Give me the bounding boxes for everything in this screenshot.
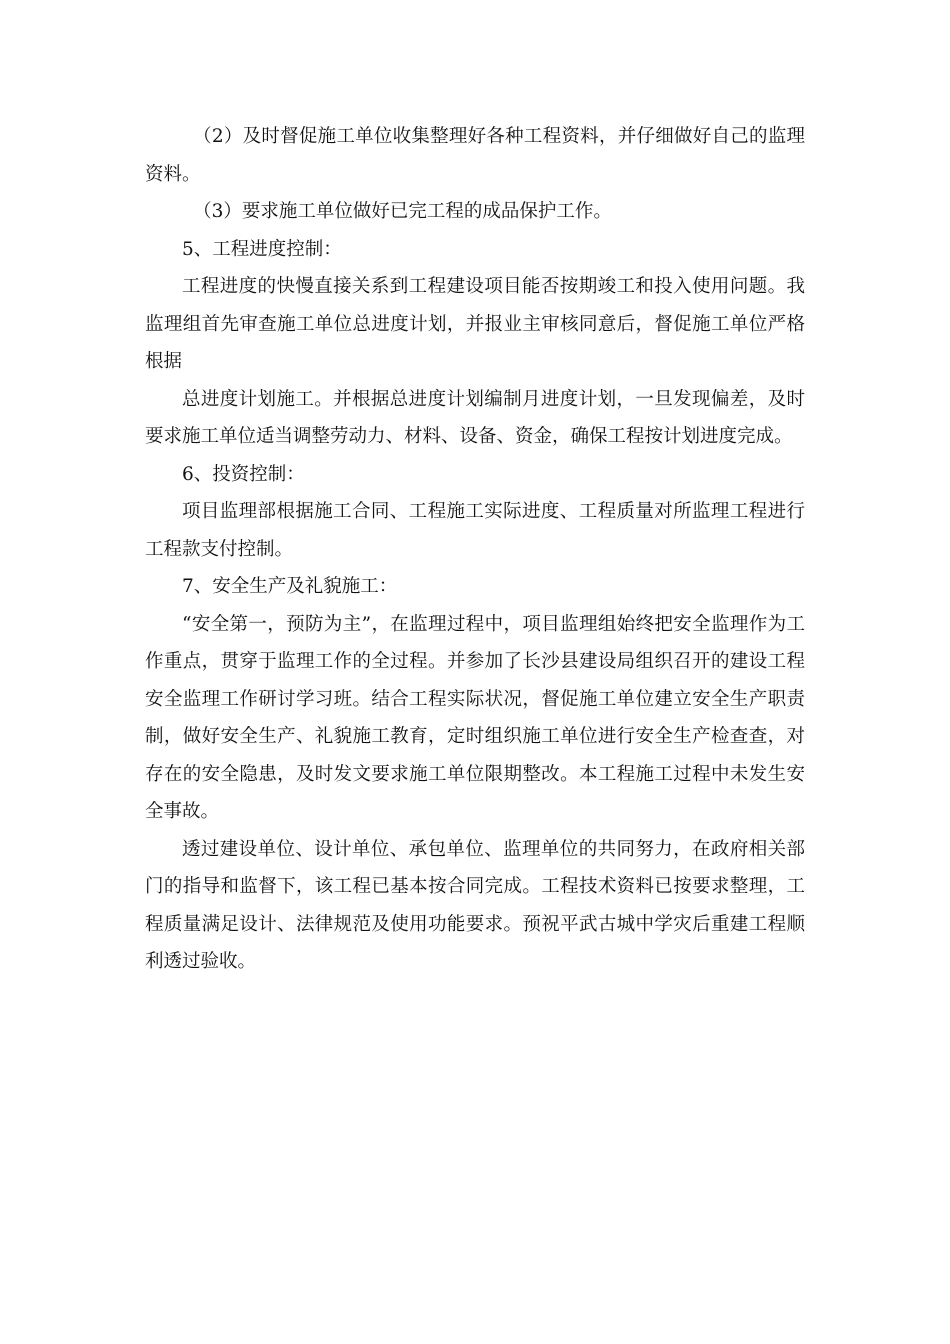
paragraph-safety-production: “安全第一，预防为主”，在监理过程中，项目监理组始终把安全监理作为工作重点，贯穿于监理工作的全过程。并参加了长沙县建设局组织召开的建设工程安全监理工作研讨学习班。结合工程实际状况，督促施工单位建立安全生产职责制，做好安全生产、礼貌施工教育，定时组织施工单位进行安全生产检查查，对存在的安全隐患，及时发文要求施工单位限期整改。本工程施工过程中未发生安全事故。 (145, 613, 805, 822)
heading-safety-production: 7、安全生产及礼貌施工： (182, 576, 398, 597)
paragraph-investment-control: 项目监理部根据施工合同、工程施工实际进度、工程质量对所监理工程进行工程款支付控制。 (145, 501, 805, 560)
paragraph-supervision-records: （2）及时督促施工单位收集整理好各种工程资料，并仔细做好自己的监理资料。 (145, 126, 805, 185)
heading-investment-control: 6、投资控制： (182, 463, 305, 485)
heading-schedule-control: 5、工程进度控制： (182, 238, 342, 260)
paragraph-conclusion: 透过建设单位、设计单位、承包单位、监理单位的共同努力，在政府相关部门的指导和监督下，该工程已基本按合同完成。工程技术资料已按要求整理，工程质量满足设计、法律规范及使用功能要求。预祝平武古城中学灾后重建工程顺利透过验收。 (145, 838, 805, 972)
paragraph-schedule-plan: 总进度计划施工。并根据总进度计划编制月进度计划，一旦发现偏差，及时要求施工单位适当调整劳动力、材料、设备、资金，确保工程按计划进度完成。 (145, 388, 805, 447)
paragraph-finished-work-protection: （3）要求施工单位做好已完工程的成品保护工作。 (193, 201, 612, 222)
paragraph-schedule-intro: 工程进度的快慢直接关系到工程建设项目能否按期竣工和投入使用问题。我监理组首先审查施工单位总进度计划，并报业主审核同意后，督促施工单位严格根据 (145, 276, 805, 372)
document-body (145, 118, 805, 981)
